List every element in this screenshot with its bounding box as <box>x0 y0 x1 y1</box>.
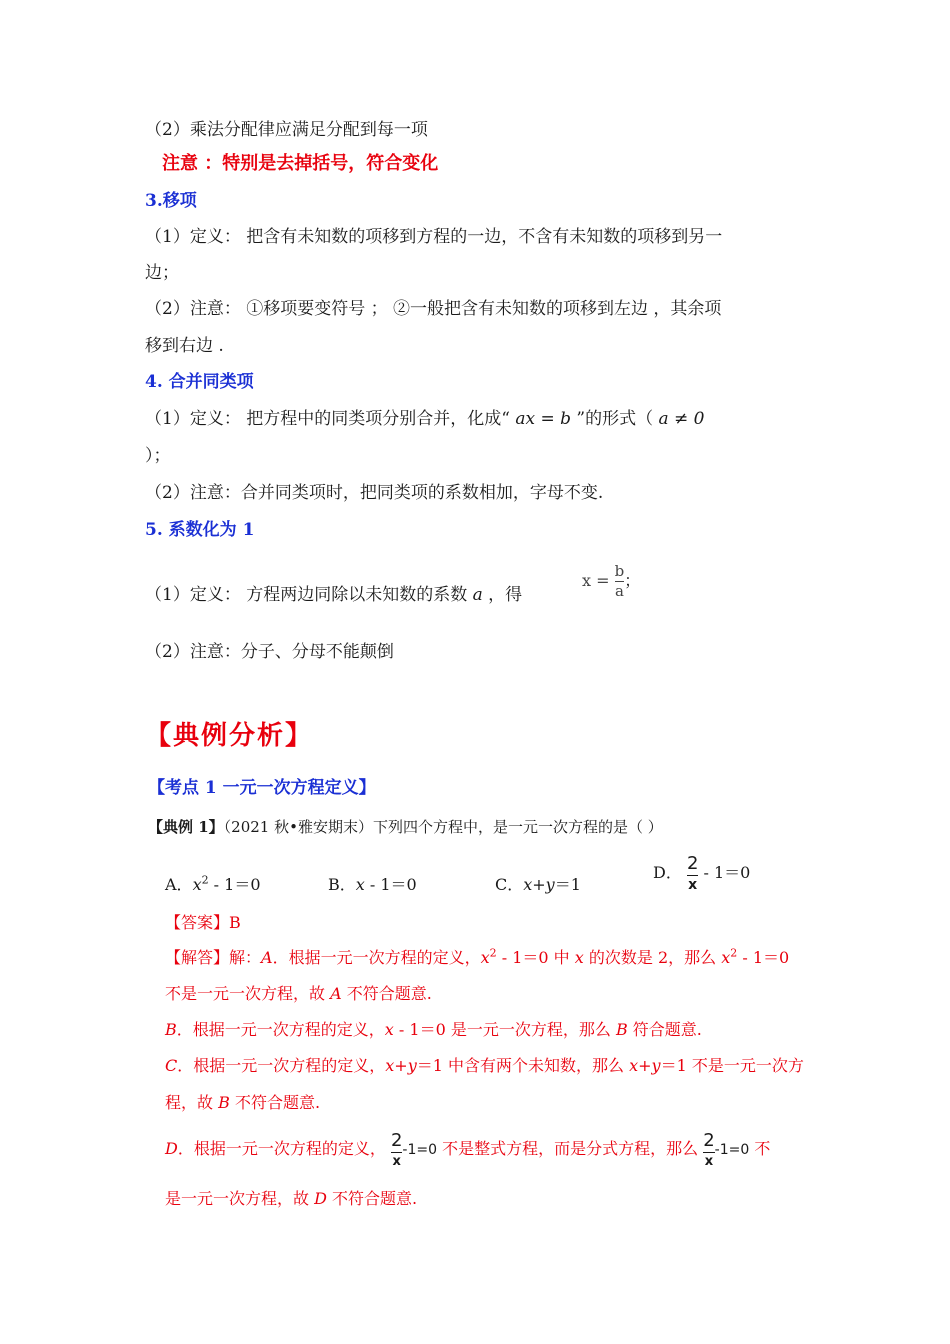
option-c-var: x+y <box>523 875 555 894</box>
notice-brackets: 注意 ：特别是去掉括号，符合变化 <box>162 153 439 174</box>
solution-d-rest1: -1=0 <box>402 1142 437 1158</box>
option-d-rest: - 1＝0 <box>698 863 751 882</box>
option-d-bar <box>687 875 698 876</box>
s3-definition-line1: （1）定义： 把含有未知数的项移到方程的一边，不含有未知数的项移到另一 <box>145 227 723 247</box>
solution-b-var: x <box>384 1020 394 1039</box>
solution-a-line2-var: A <box>330 984 342 1003</box>
s3-note-line2: 移到右边 . <box>145 336 224 356</box>
solution-a-line2 <box>165 982 432 1006</box>
option-a <box>165 873 261 897</box>
option-d-label: D． <box>653 863 682 882</box>
solution-c-var2: x+y <box>629 1056 661 1075</box>
option-b <box>328 873 417 897</box>
solution-c-line2-text2: 不符合题意. <box>229 1093 321 1112</box>
solution-a-var3: x <box>721 948 731 967</box>
solution-a-text4: - 1＝0 <box>737 948 790 967</box>
solution-b-text3: 符合题意. <box>627 1020 702 1039</box>
section-3-heading: 3.移项 <box>145 191 197 211</box>
s5-fraction-denominator: a <box>614 582 624 600</box>
solution-d-line1 <box>165 1124 770 1174</box>
example-1-question <box>148 815 663 839</box>
solution-d-fraction2 <box>703 1129 715 1169</box>
solution-d-bar1 <box>391 1152 402 1153</box>
example-1-text: （2021 秋•雅安期末）下列四个方程中，是一元一次方程的是（ ） <box>223 818 663 836</box>
option-a-label: A． <box>165 875 193 894</box>
solution-a-line2-text1: 不是一元一次方程，故 <box>165 984 331 1003</box>
option-d-numerator: 2 <box>686 853 699 874</box>
solution-b-label: B <box>165 1020 177 1039</box>
solution-a-var2: x <box>574 948 584 967</box>
solution-d-formula1 <box>390 1129 442 1169</box>
solution-a-var: x <box>480 948 490 967</box>
solution-head: 【解答】解： <box>165 948 262 967</box>
solution-a-text1: ．根据一元一次方程的定义， <box>272 948 481 967</box>
option-c-rest: ＝1 <box>554 875 581 894</box>
kaodian-1-heading: 【考点 1 一元一次方程定义】 <box>148 778 376 798</box>
solution-c-label: C <box>165 1056 178 1075</box>
option-a-exp: 2 <box>201 873 209 887</box>
solution-a-text2: - 1＝0 中 <box>496 948 575 967</box>
solution-d-text3: 不 <box>754 1139 771 1158</box>
s5-note: （2）注意：分子、分母不能颠倒 <box>145 642 394 662</box>
option-c <box>495 873 581 897</box>
solution-d-line2 <box>165 1187 417 1211</box>
s5-formula-fraction <box>615 564 625 599</box>
distributive-law-note: （2）乘法分配律应满足分配到每一项 <box>145 120 428 140</box>
solution-d-label: D <box>165 1139 178 1158</box>
s4-def-text1: （1）定义： 把方程中的同类项分别合并，化成“ <box>145 409 516 429</box>
example-analysis-title: 【典例分析】 <box>145 721 314 751</box>
s5-var-a: a <box>472 585 483 605</box>
solution-d-text1: ．根据一元一次方程的定义， <box>177 1139 386 1158</box>
solution-c-line1 <box>165 1054 804 1078</box>
option-d-denominator: x <box>688 877 698 893</box>
solution-d-den2: x <box>704 1153 714 1169</box>
solution-c-line2-text1: 程，故 <box>165 1093 219 1112</box>
solution-b-text1: ．根据一元一次方程的定义， <box>176 1020 385 1039</box>
answer-line: 【答案】B <box>165 913 241 932</box>
s4-def-text2: ”的形式（ <box>571 409 659 429</box>
solution-c-line2-var: B <box>218 1093 230 1112</box>
s3-note-line1: （2）注意： ①移项要变符号 ； ②一般把含有未知数的项移到左边 ，其余项 <box>145 299 722 319</box>
option-b-var: x <box>355 875 365 894</box>
example-1-label: 【典例 1】 <box>148 818 224 836</box>
solution-d-line2-text2: 不符合题意. <box>326 1189 418 1208</box>
solution-d-bar2 <box>703 1152 714 1153</box>
s4-definition-line1 <box>145 407 705 431</box>
s4-note: （2）注意：合并同类项时，把同类项的系数相加，字母不变. <box>145 483 604 503</box>
option-b-rest: - 1＝0 <box>364 875 417 894</box>
solution-d-num2: 2 <box>703 1129 715 1151</box>
solution-d-formula2 <box>703 1129 754 1169</box>
s3-definition-line2: 边； <box>145 263 179 283</box>
solution-b-var2: B <box>615 1020 628 1039</box>
section-5-heading: 5. 系数化为 1 <box>145 520 255 540</box>
solution-a-label: A <box>261 948 273 967</box>
solution-d-num1: 2 <box>390 1129 403 1151</box>
solution-c-text2: ＝1 中含有两个未知数，那么 <box>416 1056 630 1075</box>
solution-d-den1: x <box>392 1153 401 1169</box>
s5-formula-end: ； <box>624 571 641 590</box>
option-c-label: C． <box>495 875 524 894</box>
solution-a-exp: 2 <box>489 946 497 960</box>
s5-def-text1: （1）定义： 方程两边同除以未知数的系数 <box>145 585 473 605</box>
solution-d-text2: 不是整式方程，而是分式方程，那么 <box>442 1139 699 1158</box>
option-b-label: B． <box>328 875 356 894</box>
option-d <box>653 848 750 898</box>
s5-formula <box>582 556 640 606</box>
solution-c-text1: ．根据一元一次方程的定义， <box>177 1056 386 1075</box>
option-a-rest: - 1＝0 <box>208 875 261 894</box>
solution-d-rest2: -1=0 <box>714 1142 750 1158</box>
s4-formula-ax-b: ax = b <box>515 409 571 429</box>
solution-c-var: x+y <box>385 1056 417 1075</box>
option-d-fraction <box>687 855 698 892</box>
solution-d-fraction1 <box>390 1129 403 1169</box>
solution-c-line2 <box>165 1091 320 1115</box>
solution-b-line <box>165 1018 702 1042</box>
s5-fraction-numerator: b <box>614 562 625 580</box>
s5-formula-x: x = <box>582 571 610 590</box>
s4-formula-a-neq-0: a ≠ 0 <box>658 409 705 429</box>
section-4-heading: 4. 合并同类项 <box>145 372 254 392</box>
solution-a-exp2: 2 <box>730 946 738 960</box>
solution-a-text3: 的次数是 2，那么 <box>583 948 722 967</box>
s5-def-text2: ，得 <box>482 585 523 605</box>
option-a-var: x <box>192 875 202 894</box>
solution-b-text2: - 1＝0 是一元一次方程，那么 <box>393 1020 616 1039</box>
s4-definition-line2: ）； <box>145 446 171 466</box>
solution-d-line2-text1: 是一元一次方程，故 <box>165 1189 315 1208</box>
solution-d-line2-var: D <box>314 1189 327 1208</box>
solution-a-line2-text2: 不符合题意. <box>341 984 432 1003</box>
solution-a-line1 <box>165 946 789 970</box>
solution-c-text3: ＝1 不是一元一次方 <box>660 1056 804 1075</box>
s5-definition <box>145 583 522 607</box>
